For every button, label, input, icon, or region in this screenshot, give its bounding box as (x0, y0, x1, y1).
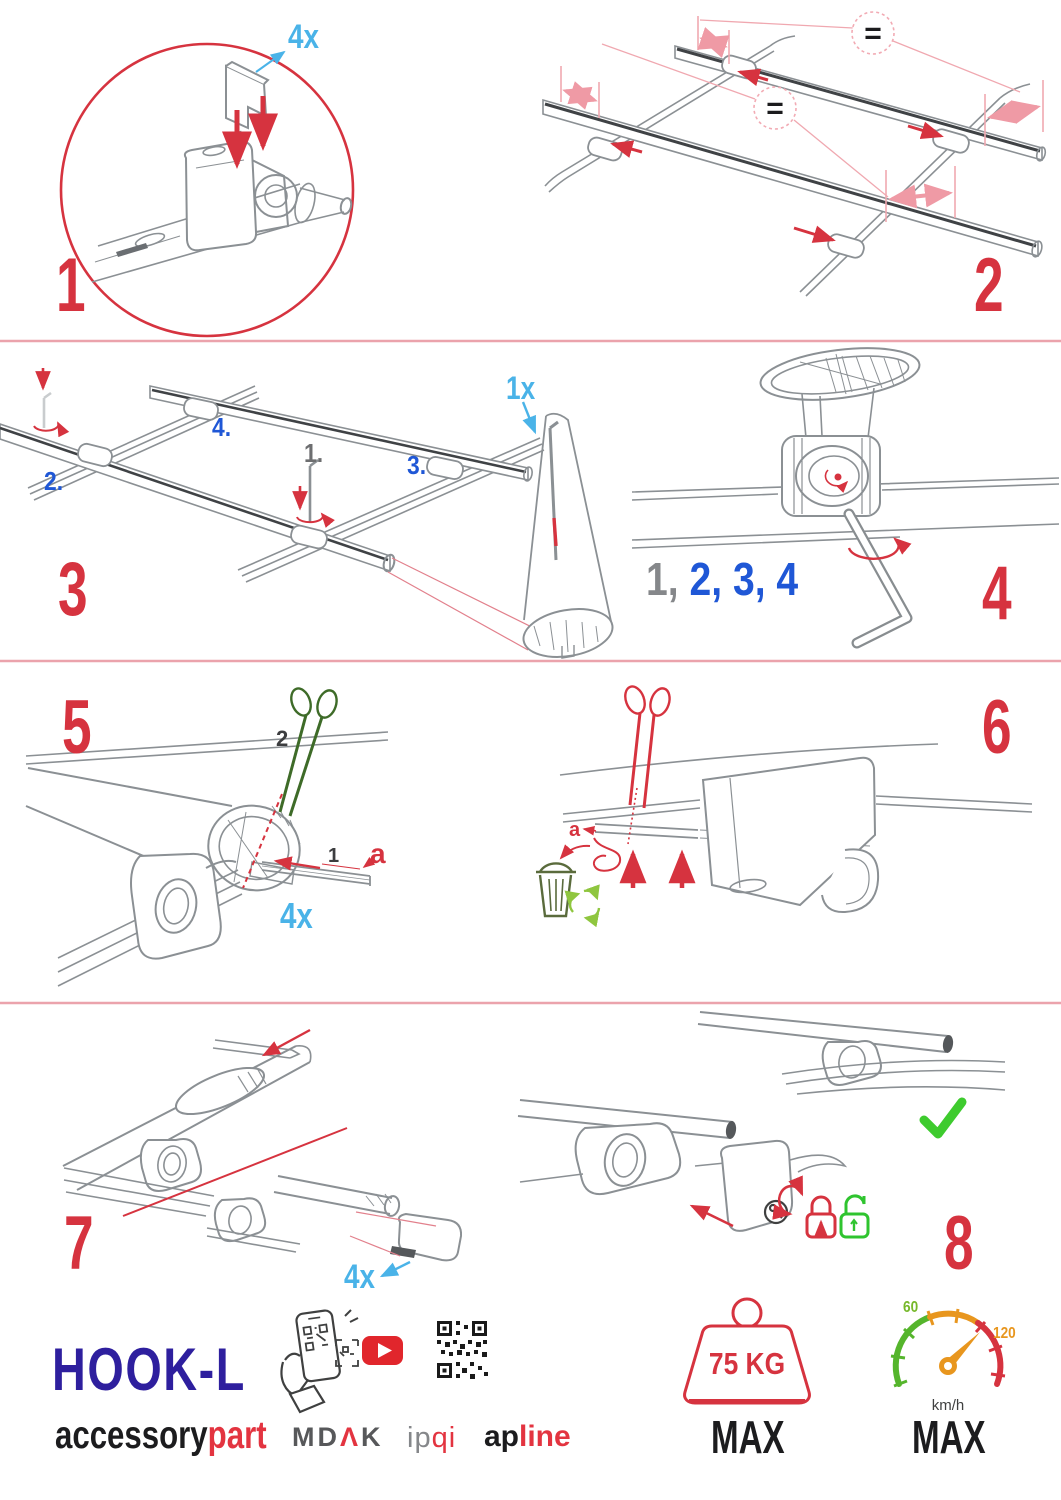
brand-black: accessory (55, 1414, 208, 1457)
step-1-qty-label: 4x (288, 18, 320, 56)
check-icon (924, 1102, 962, 1134)
step-3-sub-1: 1. (304, 438, 324, 468)
step-8-number: 8 (944, 1201, 973, 1286)
ipqi-red: qi (431, 1422, 457, 1454)
apline-logo (484, 1422, 571, 1452)
apline-red: line (519, 1420, 571, 1453)
step-7-illustration (63, 1030, 461, 1276)
mdak-logo (292, 1424, 384, 1451)
step-3-sub-3: 3. (407, 450, 427, 480)
mdak-caret: Λ (340, 1422, 362, 1452)
step-3-sub-4: 4. (212, 412, 232, 442)
step-5-a-label: a (370, 838, 386, 869)
step-5-cut-label: 2 (276, 726, 289, 751)
step-7-number: 7 (64, 1201, 93, 1286)
step-7-qty-label: 4x (344, 1258, 376, 1296)
allen-key-icon (849, 514, 907, 643)
scissors-icon (280, 686, 340, 816)
step-1-number: 1 (56, 243, 85, 328)
step-3-illustration (0, 368, 616, 663)
qr-code (437, 1321, 488, 1379)
sequence-first: 1, (646, 553, 679, 605)
step-6-number: 6 (982, 685, 1011, 770)
step-2-illustration (543, 12, 1047, 296)
step-5-number: 5 (62, 685, 91, 770)
speed-high-label: 120 (993, 1325, 1016, 1342)
step-2-number: 2 (974, 243, 1003, 328)
padlock-open-icon (841, 1196, 868, 1237)
ipqi-logo (407, 1424, 456, 1453)
equal-label: = (766, 92, 784, 125)
allen-key-icon (310, 460, 318, 522)
phone-scan-icon (281, 1310, 358, 1412)
ipqi-gray: ip (407, 1422, 432, 1454)
speed-unit-label: km/h (931, 1397, 965, 1414)
step-1-illustration (61, 44, 353, 336)
step-5-qty-label: 4x (280, 895, 313, 936)
trash-recycle-icon (536, 863, 599, 918)
brand-logo (55, 1416, 267, 1455)
step-3-qty-label: 1x (506, 370, 536, 406)
equal-label: = (864, 17, 882, 50)
scissors-icon (622, 684, 673, 808)
step-6-a-label: a (569, 819, 581, 841)
product-name: HOOK-L (52, 1336, 246, 1403)
brand-red: part (207, 1414, 267, 1457)
step-4-number: 4 (982, 551, 1011, 636)
weight-value: 75 KG (708, 1346, 786, 1381)
padlock-closed-icon (807, 1197, 835, 1237)
step-5-strip-label: 1 (328, 845, 340, 867)
sequence-rest: 2, 3, 4 (678, 553, 799, 605)
step-6-illustration (536, 684, 1032, 918)
weight-max-label: MAX (711, 1411, 785, 1463)
speedometer-icon (891, 1309, 1005, 1386)
youtube-icon (362, 1336, 403, 1365)
mdak-post: K (361, 1422, 384, 1452)
step-3-number: 3 (58, 547, 87, 632)
apline-black: ap (484, 1420, 520, 1453)
mdak-pre: MD (292, 1422, 340, 1452)
step-3-sub-2: 2. (44, 466, 64, 496)
step-4-sequence (646, 553, 799, 605)
speed-low-label: 60 (903, 1299, 919, 1316)
speed-max-label: MAX (912, 1411, 986, 1463)
step-8-illustration (518, 1012, 1005, 1237)
